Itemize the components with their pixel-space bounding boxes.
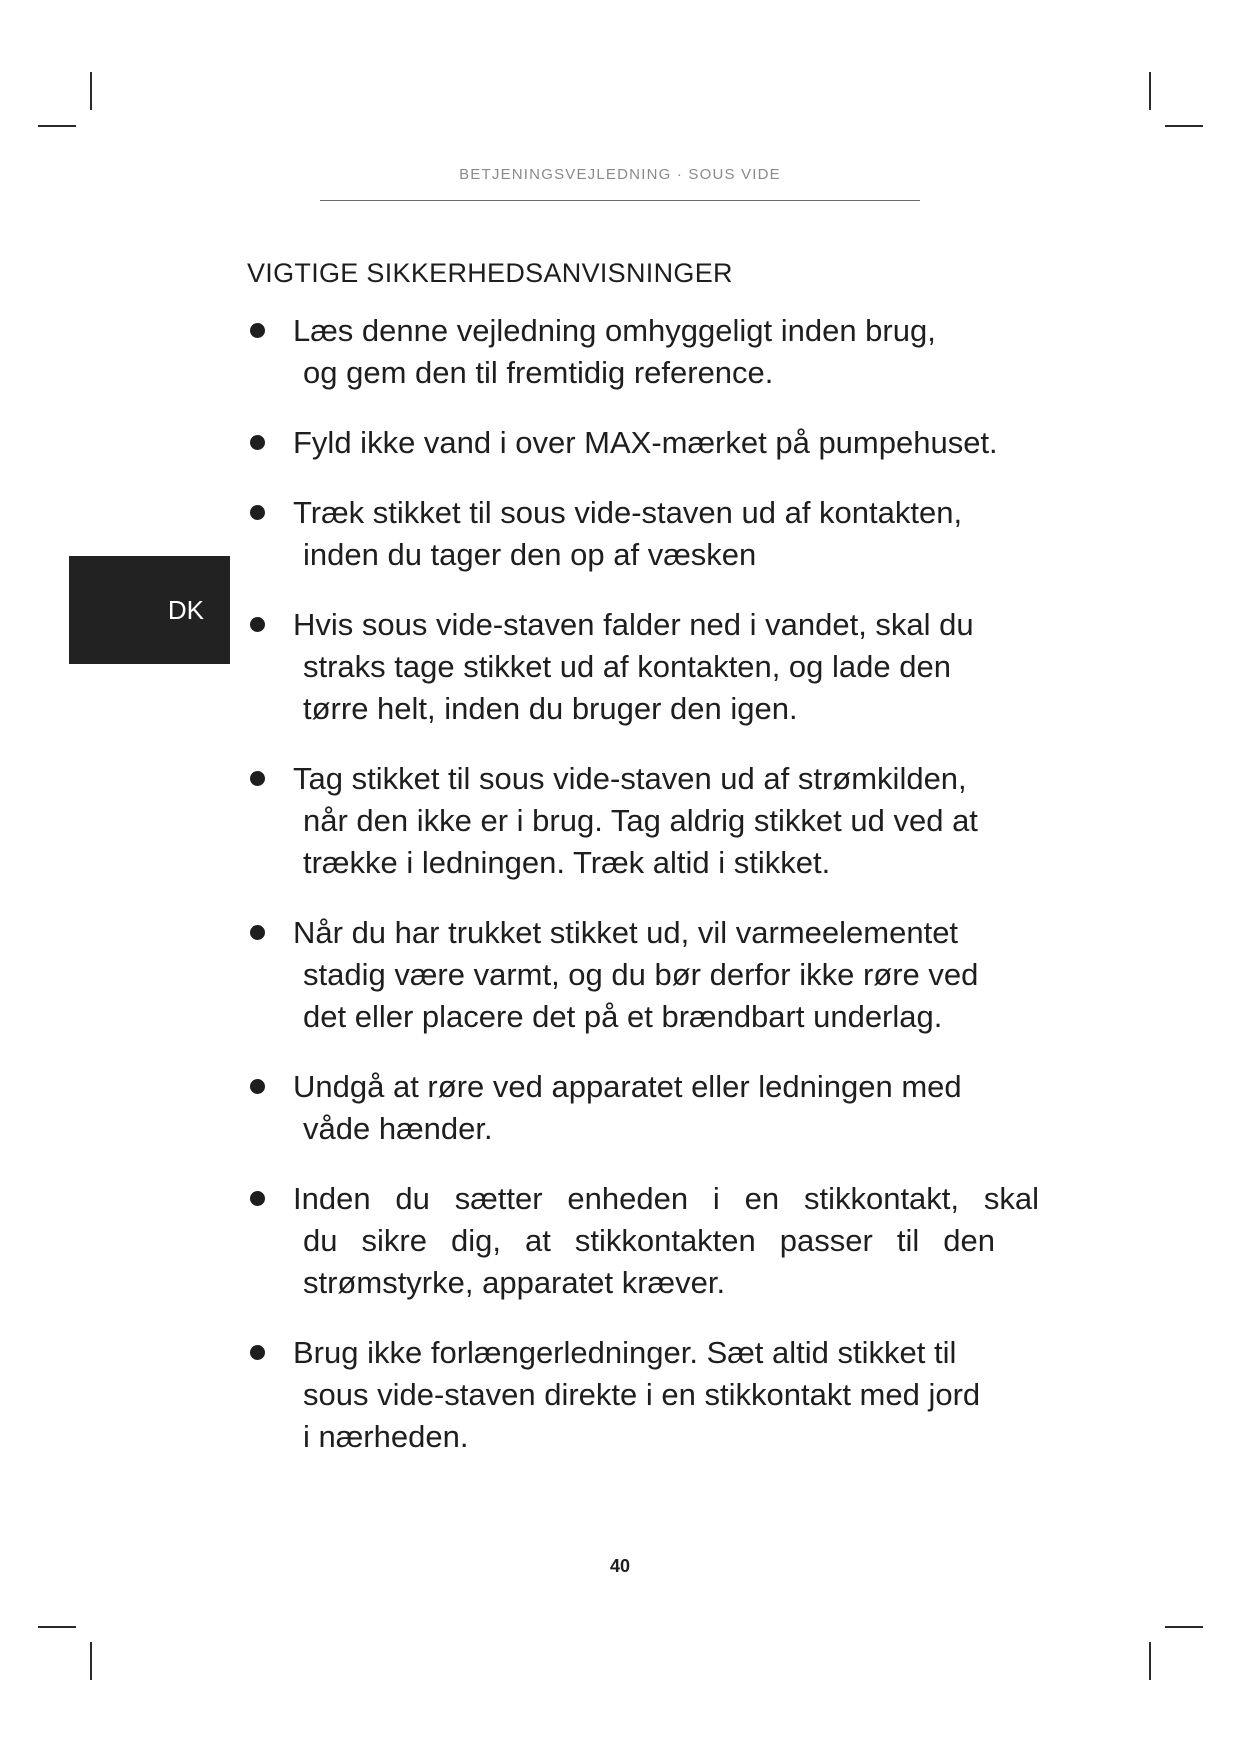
list-item-line: strømstyrke, apparatet kræver. — [303, 1265, 726, 1300]
list-item-line: Træk stikket til sous vide-staven ud af kontakten, — [293, 495, 963, 530]
list-item — [247, 1178, 1039, 1304]
bullet-icon — [250, 323, 265, 338]
list-item-text — [293, 604, 1097, 730]
list-item-text — [293, 492, 1097, 576]
crop-mark-bottom-right-horizontal — [1165, 1626, 1203, 1628]
crop-mark-bottom-left-horizontal — [38, 1626, 76, 1628]
language-tab — [69, 556, 230, 664]
list-item — [247, 310, 1097, 394]
list-item-line: stadig være varmt, og du bør derfor ikke røre ved — [303, 957, 979, 992]
list-item — [247, 422, 1097, 464]
bullet-icon — [250, 1191, 265, 1206]
list-item-line: tørre helt, inden du bruger den igen. — [303, 691, 798, 726]
list-item-line: Brug ikke forlængerledninger. Sæt altid stikket til — [293, 1335, 957, 1370]
list-item-line: Inden du sætter enheden i en stikkontakt, skal — [293, 1181, 1039, 1216]
header-divider — [320, 200, 920, 201]
bullet-icon — [250, 617, 265, 632]
crop-mark-top-right-vertical — [1149, 72, 1151, 110]
list-item — [247, 1066, 1097, 1150]
crop-mark-top-left-horizontal — [38, 125, 76, 127]
list-item-text — [293, 1332, 1097, 1458]
bullet-icon — [250, 925, 265, 940]
list-item-text — [293, 1178, 1039, 1304]
crop-mark-top-left-vertical — [90, 72, 92, 110]
bullet-icon — [250, 1079, 265, 1094]
list-item — [247, 1332, 1097, 1458]
bullet-icon — [250, 771, 265, 786]
list-item-text — [293, 422, 1097, 464]
list-item-line: trække i ledningen. Træk altid i stikket. — [303, 845, 831, 880]
list-item-line: Læs denne vejledning omhyggeligt inden brug, — [293, 313, 936, 348]
crop-mark-bottom-left-vertical — [90, 1642, 92, 1680]
list-item-line: våde hænder. — [303, 1111, 493, 1146]
list-item — [247, 604, 1097, 730]
running-header: BETJENINGSVEJLEDNING · SOUS VIDE — [459, 166, 781, 183]
section-title: VIGTIGE SIKKERHEDSANVISNINGER — [247, 258, 733, 288]
list-item-text — [293, 310, 1097, 394]
list-item-text — [293, 1066, 1097, 1150]
safety-instructions-list — [247, 310, 1097, 1486]
list-item-line: og gem den til fremtidig reference. — [303, 355, 774, 390]
list-item — [247, 758, 1097, 884]
list-item-line: Tag stikket til sous vide-staven ud af strømkilden, — [293, 761, 967, 796]
list-item-line: straks tage stikket ud af kontakten, og lade den — [303, 649, 951, 684]
list-item-line: Hvis sous vide-staven falder ned i vandet, skal du — [293, 607, 974, 642]
list-item-line: du sikre dig, at stikkontakten passer til den — [303, 1223, 995, 1258]
list-item — [247, 912, 1097, 1038]
list-item-line: Undgå at røre ved apparatet eller ledningen med — [293, 1069, 962, 1104]
crop-mark-top-right-horizontal — [1165, 125, 1203, 127]
page-number: 40 — [609, 1556, 631, 1576]
list-item-line: når den ikke er i brug. Tag aldrig stikket ud ved at — [303, 803, 978, 838]
list-item-line: i nærheden. — [303, 1419, 469, 1454]
list-item-line: sous vide-staven direkte i en stikkontakt med jord — [303, 1377, 981, 1412]
list-item-text — [293, 912, 1097, 1038]
bullet-icon — [250, 435, 265, 450]
bullet-icon — [250, 1345, 265, 1360]
list-item-line: Når du har trukket stikket ud, vil varmeelementet — [293, 915, 959, 950]
list-item-line: inden du tager den op af væsken — [303, 537, 757, 572]
list-item — [247, 492, 1097, 576]
list-item-line: det eller placere det på et brændbart underlag. — [303, 999, 943, 1034]
list-item-text — [293, 758, 1097, 884]
language-tab-label: DK — [167, 594, 204, 625]
list-item-line: Fyld ikke vand i over MAX-mærket på pumpehuset. — [293, 425, 998, 460]
crop-mark-bottom-right-vertical — [1149, 1642, 1151, 1680]
bullet-icon — [250, 505, 265, 520]
